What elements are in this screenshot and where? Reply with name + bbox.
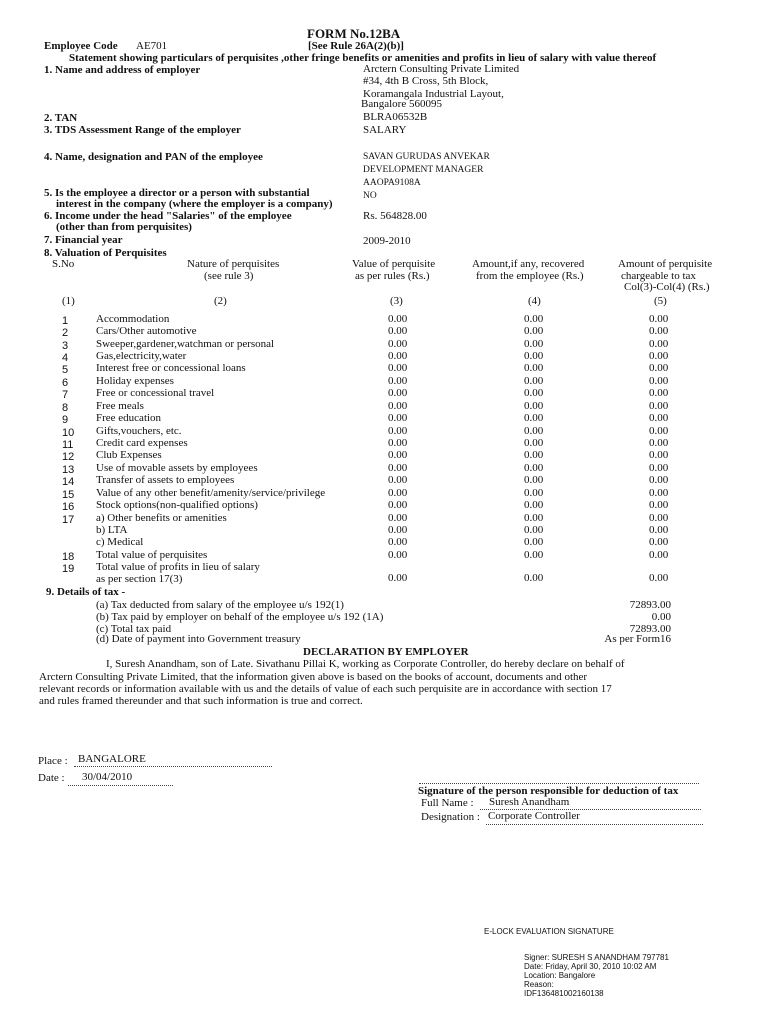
employee-label: 4. Name, designation and PAN of the employee — [44, 151, 263, 163]
declaration-title: DECLARATION BY EMPLOYER — [303, 646, 469, 658]
row-value-4: 0.00 — [524, 350, 544, 362]
fullname-value: Suresh Anandham — [489, 796, 570, 808]
row-value-3: 0.00 — [388, 487, 408, 499]
header-recovered: Amount,if any, recovered — [472, 258, 585, 270]
header-chargeable: Amount of perquisite — [618, 258, 713, 270]
row-value-4: 0.00 — [524, 313, 544, 325]
designation-value: Corporate Controller — [488, 810, 580, 822]
col-number: (3) — [390, 295, 403, 307]
row-nature: Club Expenses — [96, 449, 162, 461]
col-number: (5) — [654, 295, 667, 307]
elock-line: Signer: SURESH S ANANDHAM 797781 — [524, 953, 669, 962]
row-value-5: 0.00 — [649, 387, 669, 399]
row-value-3: 0.00 — [388, 350, 408, 362]
row-value-5: 0.00 — [649, 325, 669, 337]
row-value-4: 0.00 — [524, 487, 544, 499]
signature-title: Signature of the person responsible for deduction of tax — [418, 785, 679, 797]
row-value-5: 0.00 — [649, 437, 669, 449]
row-value-3: 0.00 — [388, 412, 408, 424]
row-value-3: 0.00 — [388, 474, 408, 486]
row-value-4: 0.00 — [524, 512, 544, 524]
row-sno: 13 — [62, 464, 75, 476]
row-sno: 18 — [62, 551, 75, 563]
row-value-3: 0.00 — [388, 325, 408, 337]
row-nature: Total value of profits in lieu of salary — [96, 561, 260, 573]
employer-address-line: #34, 4th B Cross, 5th Block, — [363, 75, 489, 87]
row-value-4: 0.00 — [524, 536, 544, 548]
elock-line: IDF136481002160138 — [524, 989, 604, 998]
row-value-4: 0.00 — [524, 362, 544, 374]
row-nature: Transfer of assets to employees — [96, 474, 235, 486]
employer-address-line: Koramangala Industrial Layout, — [363, 88, 504, 100]
row-value-5: 0.00 — [649, 313, 669, 325]
row-nature: Interest free or concessional loans — [96, 362, 246, 374]
statement-heading: Statement showing particulars of perquisites ,other fringe benefits or amenities and profits in lieu of salary with value thereof — [69, 52, 657, 64]
tan-label: 2. TAN — [44, 112, 78, 124]
header-value-2: as per rules (Rs.) — [355, 270, 430, 282]
row-nature: c) Medical — [96, 536, 144, 548]
fy-label: 7. Financial year — [44, 234, 123, 246]
row-value-3: 0.00 — [388, 524, 408, 536]
row-value-3: 0.00 — [388, 313, 408, 325]
header-recovered-2: from the employee (Rs.) — [476, 270, 584, 282]
elock-line: Location: Bangalore — [524, 971, 596, 980]
tax-item-value: 0.00 — [651, 611, 671, 623]
row-nature: Gifts,vouchers, etc. — [96, 425, 182, 437]
tan-value: BLRA06532B — [363, 111, 428, 123]
row-value-5: 0.00 — [649, 536, 669, 548]
row-value-3: 0.00 — [388, 362, 408, 374]
employee-designation: DEVELOPMENT MANAGER — [363, 165, 484, 175]
row-nature-2: as per section 17(3) — [96, 573, 183, 585]
row-value-5: 0.00 — [649, 474, 669, 486]
row-sno: 1 — [62, 315, 69, 327]
row-nature: Accommodation — [96, 313, 170, 325]
row-value-5: 0.00 — [649, 462, 669, 474]
row-value-4: 0.00 — [524, 449, 544, 461]
row-value-5: 0.00 — [649, 400, 669, 412]
row-sno: 3 — [62, 340, 69, 352]
row-value-5: 0.00 — [649, 572, 669, 584]
row-value-3: 0.00 — [388, 449, 408, 461]
row-nature: Cars/Other automotive — [96, 325, 197, 337]
declaration-line: and rules framed thereunder and that such information is true and correct. — [39, 695, 363, 707]
rule-reference: [See Rule 26A(2)(b)] — [308, 40, 404, 52]
row-nature: Total value of perquisites — [96, 549, 208, 561]
row-sno: 10 — [62, 427, 75, 439]
row-sno: 4 — [62, 352, 69, 364]
row-value-4: 0.00 — [524, 338, 544, 350]
row-sno: 12 — [62, 451, 75, 463]
tax-item-label: (c) Total tax paid — [96, 623, 172, 635]
declaration-line: I, Suresh Anandham, son of Late. Sivathanu Pillai K, working as Corporate Controller, do hereby declare on behalf of — [106, 658, 625, 670]
row-value-3: 0.00 — [388, 338, 408, 350]
row-nature: Free education — [96, 412, 162, 424]
row-sno: 5 — [62, 364, 69, 376]
fullname-field — [480, 796, 701, 810]
place-value: BANGALORE — [78, 753, 146, 765]
elock-title: E-LOCK EVALUATION SIGNATURE — [484, 927, 614, 936]
row-value-4: 0.00 — [524, 572, 544, 584]
row-sno: 16 — [62, 501, 75, 513]
row-nature: Sweeper,gardener,watchman or personal — [96, 338, 275, 350]
place-field — [74, 753, 272, 767]
row-sno: 14 — [62, 476, 75, 488]
header-sno: S.No — [52, 258, 75, 270]
elock-line: Reason: — [524, 980, 554, 989]
row-value-4: 0.00 — [524, 387, 544, 399]
tax-item-label: (a) Tax deducted from salary of the employee u/s 192(1) — [96, 599, 344, 611]
header-value: Value of perquisite — [352, 258, 436, 270]
row-value-5: 0.00 — [649, 338, 669, 350]
row-value-3: 0.00 — [388, 572, 408, 584]
row-nature: Gas,electricity,water — [96, 350, 187, 362]
income-label-2: (other than from perquisites) — [56, 221, 192, 233]
row-value-4: 0.00 — [524, 474, 544, 486]
tax-item-value: 72893.00 — [629, 623, 671, 635]
row-nature: Stock options(non-qualified options) — [96, 499, 258, 511]
row-nature: Use of movable assets by employees — [96, 462, 258, 474]
row-value-4: 0.00 — [524, 437, 544, 449]
designation-field — [486, 810, 703, 825]
row-sno: 19 — [62, 563, 75, 575]
date-field — [68, 771, 173, 786]
row-value-5: 0.00 — [649, 524, 669, 536]
row-nature: Value of any other benefit/amenity/service/privilege — [96, 487, 326, 499]
row-value-4: 0.00 — [524, 425, 544, 437]
employee-pan: AAOPA9108A — [363, 178, 421, 188]
director-value: NO — [363, 191, 377, 201]
fy-value: 2009-2010 — [363, 235, 411, 247]
header-chargeable-2: chargeable to tax — [621, 270, 696, 282]
employee-code-value: AE701 — [136, 40, 168, 52]
row-value-3: 0.00 — [388, 462, 408, 474]
row-sno: 2 — [62, 327, 69, 339]
declaration-line: Arctern Consulting Private Limited, that the information given above is based on the books of account, documents and other — [39, 671, 588, 683]
row-value-5: 0.00 — [649, 487, 669, 499]
employee-name: SAVAN GURUDAS ANVEKAR — [363, 152, 490, 162]
row-value-5: 0.00 — [649, 350, 669, 362]
row-value-4: 0.00 — [524, 325, 544, 337]
income-value: Rs. 564828.00 — [363, 210, 427, 222]
valuation-label: 8. Valuation of Perquisites — [44, 247, 167, 259]
tax-item-label: (d) Date of payment into Government treasury — [96, 633, 301, 645]
row-value-4: 0.00 — [524, 524, 544, 536]
col-number: (4) — [528, 295, 541, 307]
employer-address-line: Bangalore 560095 — [361, 98, 442, 110]
tds-label: 3. TDS Assessment Range of the employer — [44, 124, 241, 136]
director-label-2: interest in the company (where the employer is a company) — [56, 198, 333, 210]
director-label: 5. Is the employee a director or a person with substantial — [44, 187, 310, 199]
row-value-5: 0.00 — [649, 412, 669, 424]
tds-value: SALARY — [363, 124, 407, 136]
date-value: 30/04/2010 — [82, 771, 133, 783]
row-value-3: 0.00 — [388, 387, 408, 399]
row-sno: 17 — [62, 514, 75, 526]
row-nature: Credit card expenses — [96, 437, 188, 449]
row-nature: a) Other benefits or amenities — [96, 512, 227, 524]
header-chargeable-3: Col(3)-Col(4) (Rs.) — [624, 281, 710, 293]
employer-label: 1. Name and address of employer — [44, 64, 201, 76]
row-value-5: 0.00 — [649, 449, 669, 461]
row-value-4: 0.00 — [524, 375, 544, 387]
row-sno: 9 — [62, 414, 69, 426]
row-value-4: 0.00 — [524, 462, 544, 474]
row-value-5: 0.00 — [649, 425, 669, 437]
row-nature: Free or concessional travel — [96, 387, 215, 399]
row-nature: b) LTA — [96, 524, 128, 536]
place-label: Place : — [38, 755, 68, 767]
row-value-5: 0.00 — [649, 549, 669, 561]
row-value-3: 0.00 — [388, 536, 408, 548]
row-value-4: 0.00 — [524, 412, 544, 424]
row-value-3: 0.00 — [388, 437, 408, 449]
date-label: Date : — [38, 772, 65, 784]
tax-item-value: As per Form16 — [604, 633, 671, 645]
row-value-3: 0.00 — [388, 512, 408, 524]
declaration-line: relevant records or information available with us and the details of value of each such perquisite are in accordance with section 17 — [39, 683, 612, 695]
income-label: 6. Income under the head "Salaries" of the employee — [44, 210, 292, 222]
row-sno: 6 — [62, 377, 69, 389]
employee-code-label: Employee Code — [44, 40, 118, 52]
row-sno: 8 — [62, 402, 69, 414]
row-nature: Holiday expenses — [96, 375, 174, 387]
row-value-3: 0.00 — [388, 425, 408, 437]
fullname-label: Full Name : — [421, 797, 474, 809]
col-number: (1) — [62, 295, 75, 307]
row-value-3: 0.00 — [388, 375, 408, 387]
header-nature: Nature of perquisites — [187, 258, 280, 270]
tax-item-value: 72893.00 — [629, 599, 671, 611]
row-value-5: 0.00 — [649, 499, 669, 511]
tax-item-label: (b) Tax paid by employer on behalf of the employee u/s 192 (1A) — [96, 611, 384, 623]
row-value-5: 0.00 — [649, 512, 669, 524]
row-value-4: 0.00 — [524, 549, 544, 561]
row-value-4: 0.00 — [524, 400, 544, 412]
signature-line — [419, 774, 699, 784]
col-number: (2) — [214, 295, 227, 307]
row-value-3: 0.00 — [388, 549, 408, 561]
row-sno: 7 — [62, 389, 69, 401]
row-sno: 15 — [62, 489, 75, 501]
row-sno: 11 — [62, 439, 74, 451]
row-value-4: 0.00 — [524, 499, 544, 511]
row-nature: Free meals — [96, 400, 144, 412]
header-nature-2: (see rule 3) — [204, 270, 254, 282]
form-title: FORM No.12BA — [307, 26, 401, 41]
row-value-5: 0.00 — [649, 375, 669, 387]
row-value-5: 0.00 — [649, 362, 669, 374]
employer-address-line: Arctern Consulting Private Limited — [363, 63, 520, 75]
designation-label: Designation : — [421, 811, 480, 823]
row-value-3: 0.00 — [388, 499, 408, 511]
elock-line: Date: Friday, April 30, 2010 10:02 AM — [524, 962, 657, 971]
tax-label: 9. Details of tax - — [46, 586, 126, 598]
row-value-3: 0.00 — [388, 400, 408, 412]
